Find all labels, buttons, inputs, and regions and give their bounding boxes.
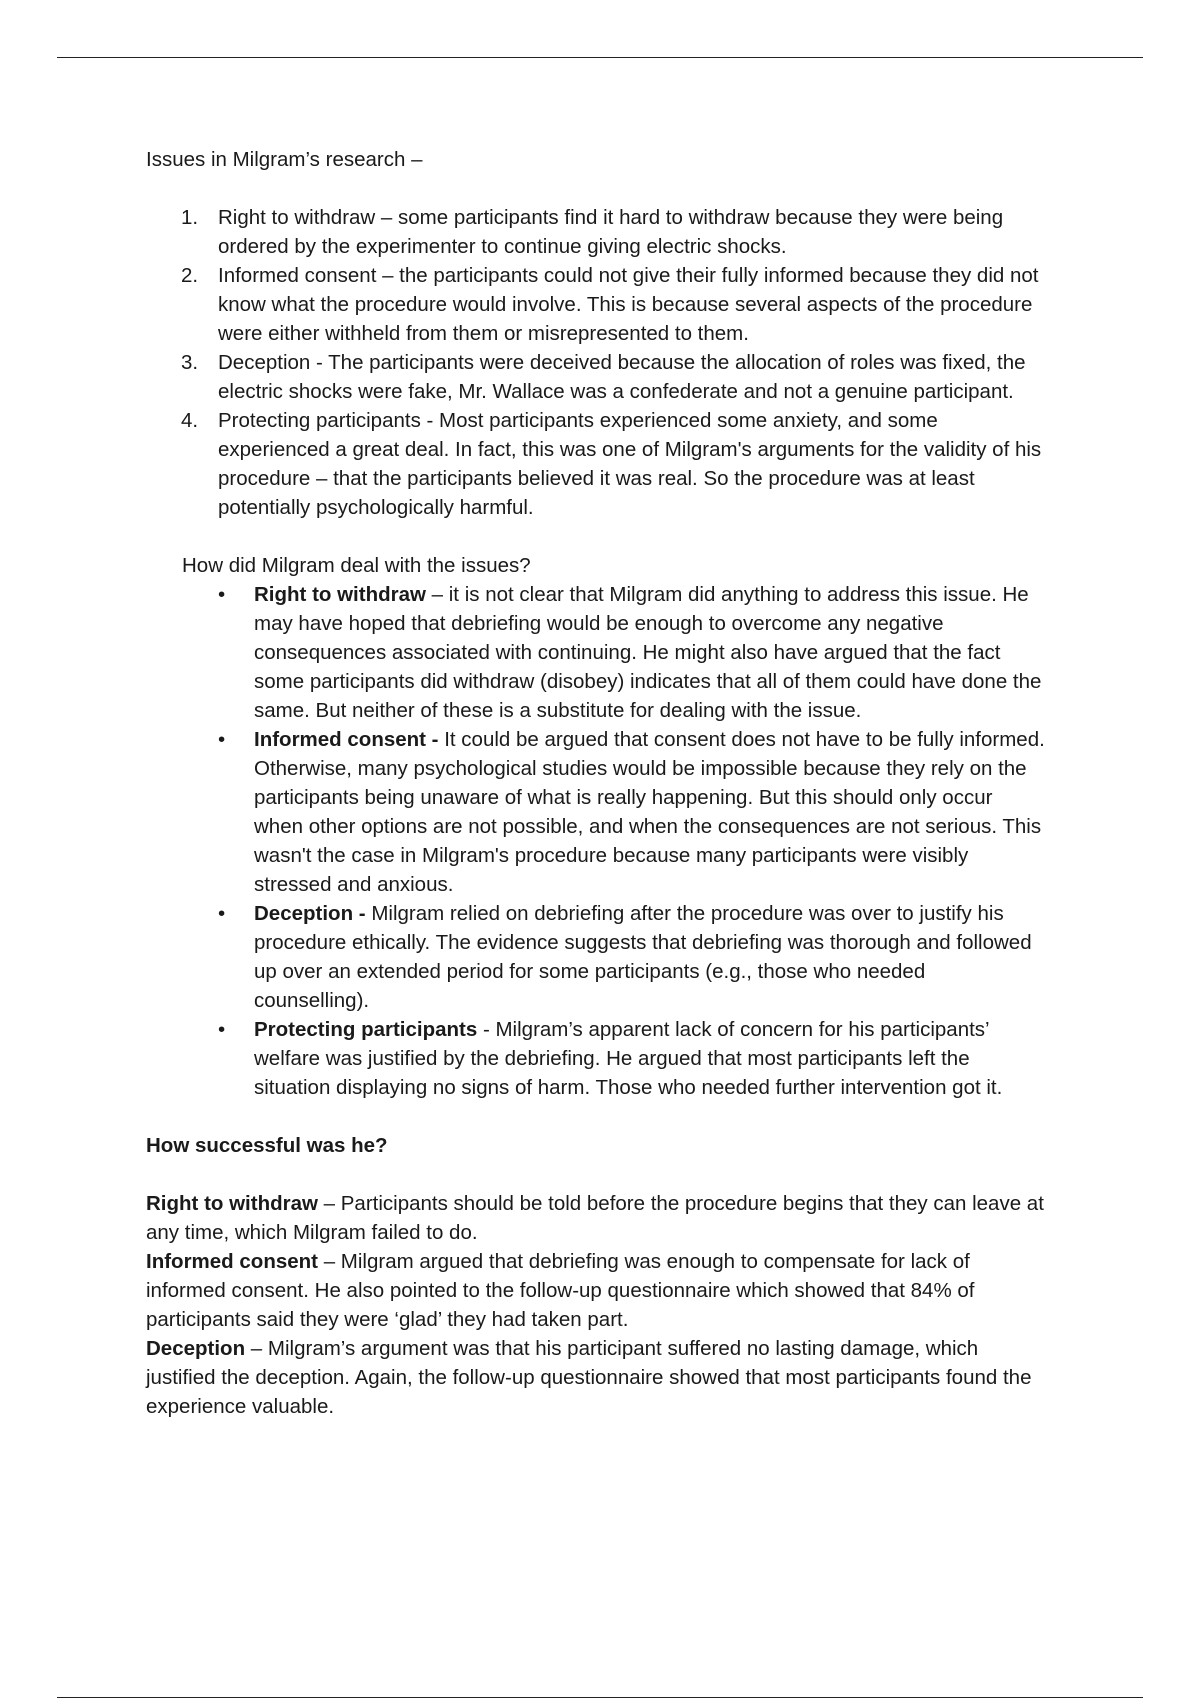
bullet-icon: • bbox=[218, 728, 226, 751]
item-label: Deception - bbox=[254, 902, 366, 925]
paragraph-text: – Participants should be told before the procedure begins that they can leave at any time, which Milgram failed to do. bbox=[146, 1192, 1044, 1244]
list-item bbox=[146, 725, 1066, 899]
section-heading: Issues in Milgram’s research – bbox=[146, 148, 423, 171]
bullet-icon: • bbox=[218, 902, 226, 925]
success-paragraph bbox=[146, 1247, 1066, 1334]
list-item-text: Milgram relied on debriefing after the procedure was over to justify his procedure ethically. The evidence suggests that debriefing was thorough and followed up over an extended period for some participants (e.g., those who needed counselling). bbox=[254, 902, 1032, 1012]
list-item bbox=[146, 261, 1066, 348]
list-item-text: Protecting participants - Most participants experienced some anxiety, and some experienced a great deal. In fact, this was one of Milgram's arguments for the validity of his procedure – that the participants believed it was real. So the procedure was at least potentially psychologically harmful. bbox=[218, 409, 1042, 519]
paragraph-label: Deception bbox=[146, 1337, 246, 1360]
paragraph-text: – Milgram’s argument was that his participant suffered no lasting damage, which justified the deception. Again, the follow-up questionnaire showed that most participants found the experience valuable. bbox=[146, 1337, 1032, 1418]
paragraph-label: Informed consent bbox=[146, 1250, 318, 1273]
list-item-text: - Milgram’s apparent lack of concern for his participants’ welfare was justified by the debriefing. He argued that most participants left the situation displaying no signs of harm. Those who needed further intervention got it. bbox=[254, 1018, 1003, 1099]
list-item bbox=[146, 348, 1066, 406]
list-item bbox=[146, 580, 1066, 725]
list-item bbox=[146, 203, 1066, 261]
how-dealt-question: How did Milgram deal with the issues? bbox=[182, 554, 531, 577]
how-dealt-list bbox=[146, 580, 1066, 1102]
paragraph-label: Right to withdraw bbox=[146, 1192, 318, 1215]
list-number: 1. bbox=[181, 206, 199, 229]
list-item bbox=[146, 1015, 1066, 1102]
bottom-rule bbox=[57, 1697, 1143, 1698]
top-rule bbox=[57, 57, 1143, 58]
item-label: Informed consent - bbox=[254, 728, 439, 751]
list-item-text: Deception - The participants were deceived because the allocation of roles was fixed, the electric shocks were fake, Mr. Wallace was a confederate and not a genuine participant. bbox=[218, 351, 1026, 403]
document-body bbox=[146, 145, 1066, 1421]
list-item-text: It could be argued that consent does not have to be fully informed. Otherwise, many psychological studies would be impossible because they rely on the participants being unaware of what is really happening. But this should only occur when other options are not possible, and when the consequences are not serious. This wasn't the case in Milgram's procedure because many participants were visibly stressed and anxious. bbox=[254, 728, 1045, 896]
list-item bbox=[146, 406, 1066, 522]
success-paragraph bbox=[146, 1334, 1066, 1421]
item-label: Right to withdraw bbox=[254, 583, 426, 606]
paragraph-text: – Milgram argued that debriefing was enough to compensate for lack of informed consent. He also pointed to the follow-up questionnaire which showed that 84% of participants said they were ‘glad’ they had taken part. bbox=[146, 1250, 975, 1331]
list-number: 3. bbox=[181, 351, 199, 374]
list-item-text: Informed consent – the participants could not give their fully informed because they did not know what the procedure would involve. This is because several aspects of the procedure were either withheld from them or misrepresented to them. bbox=[218, 264, 1039, 345]
list-number: 2. bbox=[181, 264, 199, 287]
bullet-icon: • bbox=[218, 1018, 226, 1041]
success-heading: How successful was he? bbox=[146, 1134, 388, 1157]
list-item-text: Right to withdraw – some participants find it hard to withdraw because they were being ordered by the experimenter to continue giving electric shocks. bbox=[218, 206, 1004, 258]
issues-list bbox=[146, 203, 1066, 522]
list-item-text: – it is not clear that Milgram did anything to address this issue. He may have hoped that debriefing would be enough to overcome any negative consequences associated with continuing. He might also have argued that the fact some participants did withdraw (disobey) indicates that all of them could have done the same. But neither of these is a substitute for dealing with the issue. bbox=[254, 583, 1042, 722]
list-item bbox=[146, 899, 1066, 1015]
item-label: Protecting participants bbox=[254, 1018, 478, 1041]
list-number: 4. bbox=[181, 409, 199, 432]
bullet-icon: • bbox=[218, 583, 226, 606]
success-paragraph bbox=[146, 1189, 1066, 1247]
